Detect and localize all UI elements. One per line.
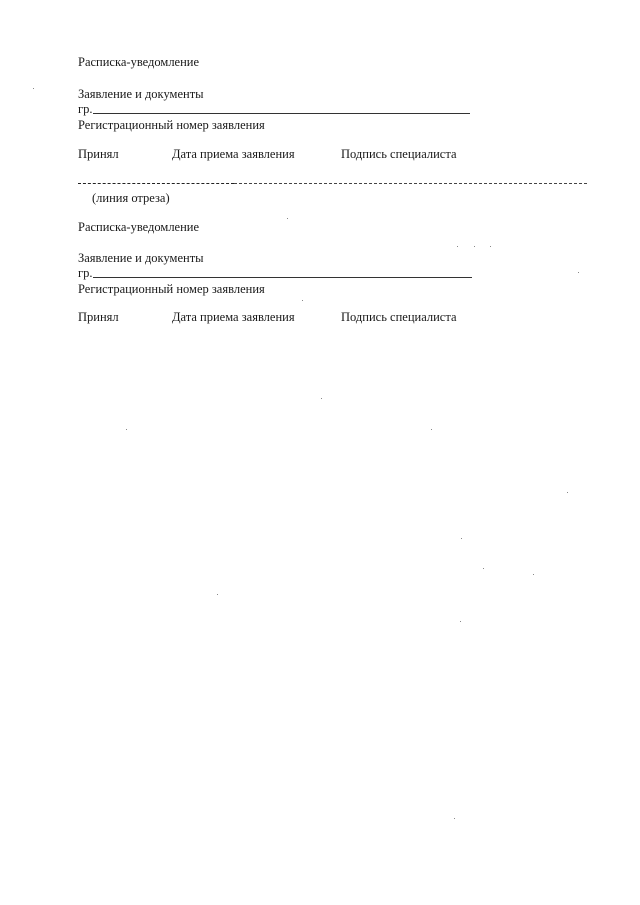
scan-speck — [33, 88, 34, 89]
receipt-title: Расписка-уведомление — [78, 220, 200, 234]
receipt-title: Расписка-уведомление — [78, 55, 200, 69]
scan-speck — [431, 429, 432, 430]
citizen-prefix: гр. — [78, 102, 93, 116]
citizen-prefix: гр. — [78, 266, 93, 280]
docs-label: Заявление и документы — [78, 251, 204, 265]
scan-speck — [460, 621, 461, 622]
scan-speck — [454, 818, 455, 819]
scan-speck — [457, 246, 458, 247]
date-label: Дата приема заявления — [172, 310, 295, 324]
scan-speck — [533, 574, 534, 575]
scan-speck — [217, 594, 218, 595]
scan-speck — [126, 429, 127, 430]
scan-speck — [287, 218, 288, 219]
scan-speck — [578, 272, 579, 273]
reg-number-label: Регистрационный номер заявления — [78, 282, 265, 296]
scan-speck — [302, 300, 303, 301]
citizen-name-line — [93, 113, 470, 114]
cut-line-dashed-part — [78, 183, 234, 184]
citizen-name-line — [93, 277, 472, 278]
scan-speck — [483, 568, 484, 569]
accepted-label: Принял — [78, 147, 119, 161]
cut-line-fine-part — [234, 183, 587, 184]
scan-speck — [490, 246, 491, 247]
docs-label: Заявление и документы — [78, 87, 204, 101]
scan-speck — [567, 492, 568, 493]
scan-speck — [461, 538, 462, 539]
scan-speck — [474, 246, 475, 247]
signature-label: Подпись специалиста — [341, 147, 457, 161]
reg-number-label: Регистрационный номер заявления — [78, 118, 265, 132]
signature-label: Подпись специалиста — [341, 310, 457, 324]
date-label: Дата приема заявления — [172, 147, 295, 161]
cut-line-label: (линия отреза) — [92, 191, 170, 205]
scan-speck — [321, 398, 322, 399]
accepted-label: Принял — [78, 310, 119, 324]
